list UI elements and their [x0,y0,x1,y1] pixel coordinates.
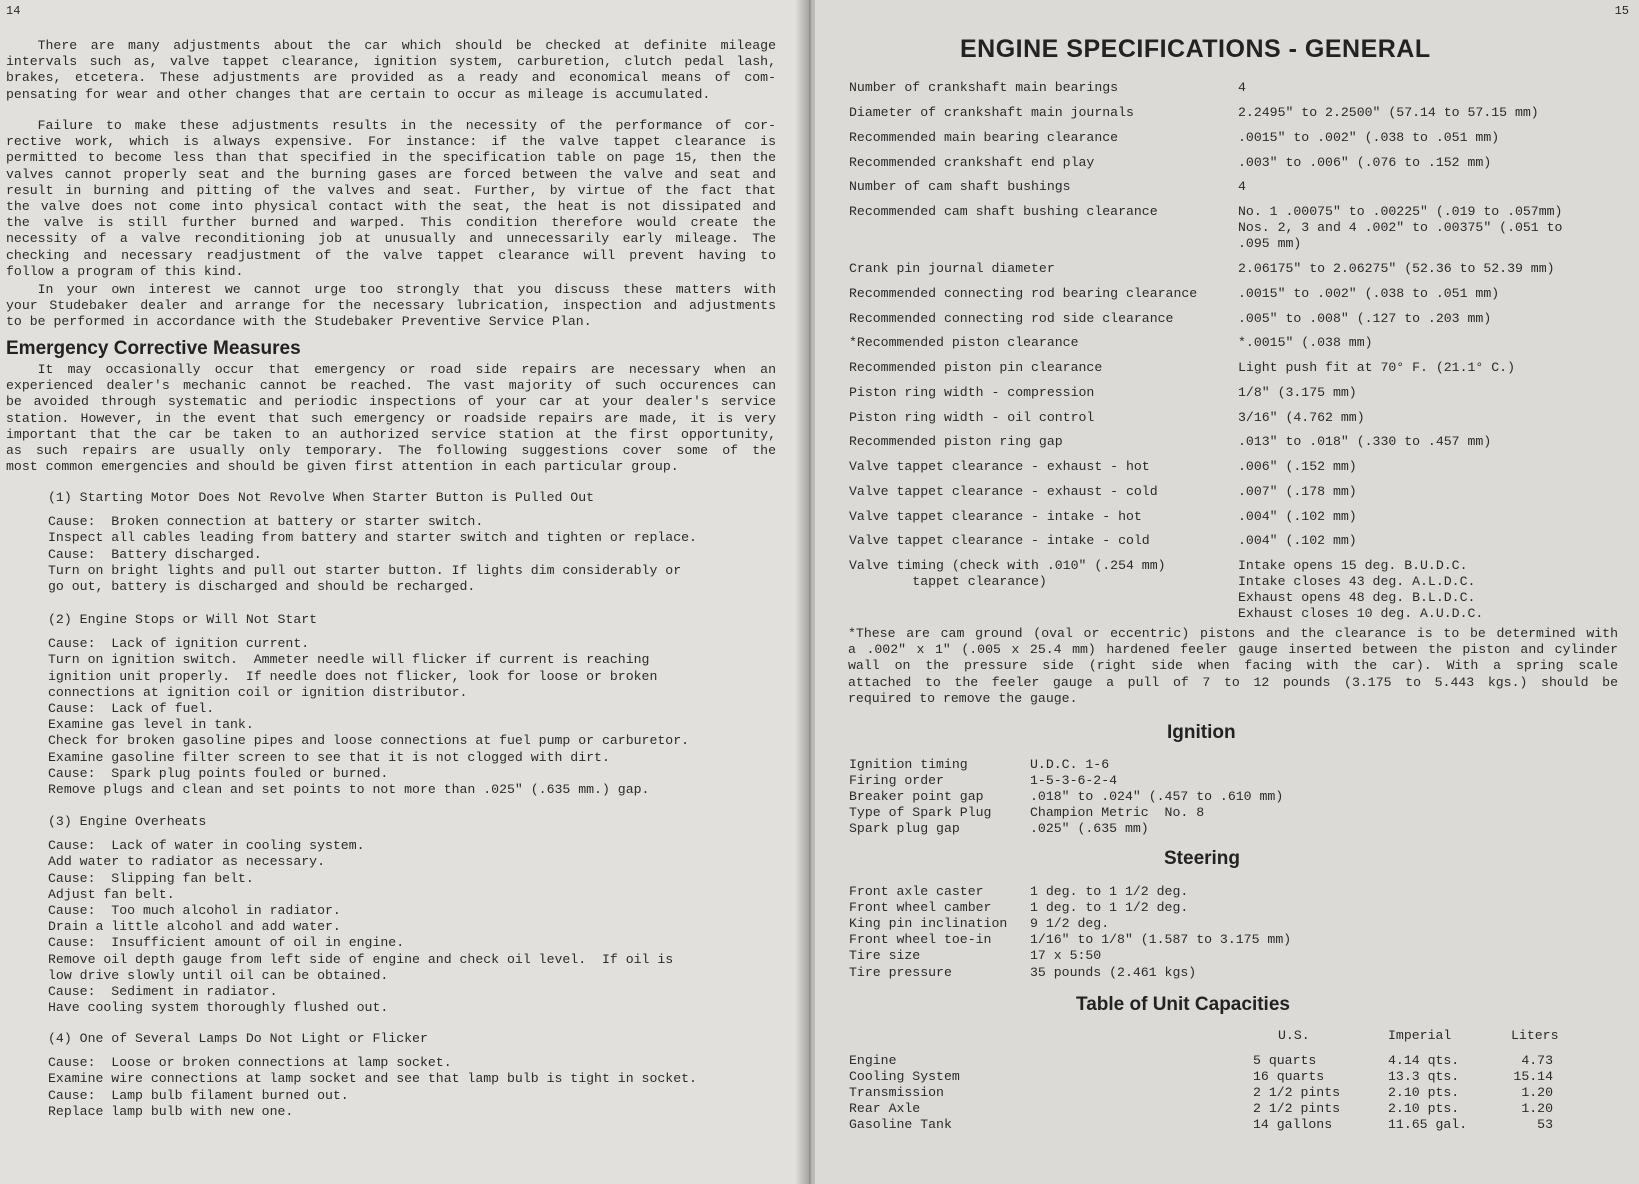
capacity-value: 15.14 [1513,1069,1553,1084]
spec-row [815,434,1615,450]
spec-value-line: .006" (.152 mm) [1238,459,1357,474]
capacity-item: Transmission [849,1085,944,1100]
spec-label: Valve tappet clearance - exhaust - hot [849,459,1150,474]
spec-label: Number of crankshaft main bearings [849,80,1119,95]
text-line: as such repairs are usually only temporary. The following suggestions cover some of the [6,442,776,458]
spec-label: Crank pin journal diameter [849,261,1055,276]
capacity-row [815,1069,1615,1085]
spec-value-line: .004" (.102 mm) [1238,533,1357,548]
text-line: experienced dealer's mechanic cannot be reached. The vast majority of such occurences can [6,378,776,394]
spec-row [815,932,1615,948]
item-title: (2) Engine Stops or Will Not Start [48,612,318,627]
item-line: Cause: Too much alcohol in radiator. [48,902,341,918]
spec-row [815,509,1615,525]
spec-label: Recommended connecting rod bearing clearance [849,286,1198,301]
capacity-value: 1.20 [1521,1085,1553,1100]
capacity-row [815,1117,1615,1133]
item-line: Cause: Sediment in radiator. [48,983,278,999]
footnote [848,626,1618,707]
spec-value [1238,155,1491,171]
spec-value [1238,204,1562,252]
text-line: In your own interest we cannot urge too strongly that you discuss these matters with [37,282,776,297]
text-line: most common emergencies and should be given first attention in each particular group. [6,459,679,475]
spec-value [1238,509,1357,525]
item-line: Turn on bright lights and pull out starter button. If lights dim considerably or [48,562,682,578]
spec-label: Piston ring width - compression [849,385,1095,400]
text-line: to be performed in accordance with the Studebaker Preventive Service Plan. [6,314,592,330]
spec-label: Ignition timing [849,757,968,772]
text-line: checking and necessary readjustment of the valve tappet clearance will prevent having to [6,247,776,263]
column-header: U.S. [1278,1028,1310,1043]
item-line: low drive slowly until oil can be obtained. [48,967,389,983]
spec-value-line: 2.2495" to 2.2500" (57.14 to 57.15 mm) [1238,105,1539,120]
spec-row [815,410,1615,426]
text-line: There are many adjustments about the car which should be checked at definite mileage [37,38,776,53]
spec-row [815,484,1615,500]
item-title: (1) Starting Motor Does Not Revolve When Starter Button is Pulled Out [48,490,595,505]
spec-value [1238,286,1499,302]
spec-value [1238,179,1246,195]
spec-label: Tire size [849,948,921,964]
page-15 [815,0,1639,1184]
spec-row [815,179,1615,195]
emergency-item [48,490,697,595]
spec-row [815,335,1615,351]
spec-row [815,130,1615,146]
item-line: Check for broken gasoline pipes and loose connections at fuel pump or carburetor. [48,733,690,749]
spec-row [815,286,1615,302]
capacity-value: 2 1/2 pints [1253,1101,1341,1116]
spec-row [815,558,1615,621]
page-number: 15 [1614,4,1629,18]
text-line: pensating for wear and other changes that are certain to occur as mileage is accumulated. [6,86,711,102]
page-title: ENGINE SPECIFICATIONS - GENERAL [960,35,1431,63]
spec-row [815,155,1615,171]
spec-label: Recommended piston ring gap [849,434,1063,449]
spec-value: 1 deg. to 1 1/2 deg. [1030,900,1189,916]
capacity-row [815,1085,1615,1101]
text-line: result in burning and pitting of the valves and seat. Further, by virtue of the fact that [6,182,776,198]
spec-label: Spark plug gap [849,821,960,837]
spec-value-line: Exhaust closes 10 deg. A.U.D.C. [1238,606,1484,621]
capacity-value: 13.3 qts. [1388,1069,1460,1084]
steering-heading: Steering [1164,848,1241,869]
capacity-value: 1.20 [1521,1101,1553,1116]
capacity-value: 4.73 [1521,1053,1553,1068]
spec-row [815,385,1615,401]
text-line: a .002" x 1" (.005 x 25.4 mm) hardened feeler gauge inserted between the piston and cylinder [848,642,1618,658]
capacity-value: 53 [1537,1117,1553,1132]
paragraph-intro [6,38,776,103]
text-line: attached to the feeler gauge a pull of 7 to 12 pounds (3.175 to 5.443 kgs.) should be [848,674,1618,690]
spec-label: Piston ring width - oil control [849,410,1095,425]
text-line: wall on the pressure side (right side when facing with the car). With a spring scale [848,658,1618,674]
spec-value [1238,105,1539,121]
ignition-heading: Ignition [1167,722,1236,743]
item-line: Cause: Broken connection at battery or starter switch. [48,514,484,530]
item-line: Cause: Slipping fan belt. [48,870,254,886]
spec-row [815,916,1615,932]
spec-value-line: Nos. 2, 3 and 4 .002" to .00375" (.051 to [1238,220,1563,235]
spec-value [1238,130,1499,146]
spec-row [815,965,1615,981]
spec-value-line: 3/16" (4.762 mm) [1238,410,1365,425]
spec-value-line: .013" to .018" (.330 to .457 mm) [1238,434,1492,449]
item-line: Remove oil depth gauge from left side of engine and check oil level. If oil is [48,951,674,967]
item-line: Examine wire connections at lamp socket and see that lamp bulb is tight in socket. [48,1071,697,1087]
spec-value [1238,385,1357,401]
spec-value-line: .004" (.102 mm) [1238,509,1357,524]
spec-value: .018" to .024" (.457 to .610 mm) [1030,789,1284,805]
spec-row [815,261,1615,277]
spec-value-line: Intake opens 15 deg. B.U.D.C. [1238,558,1468,573]
spec-row [815,204,1615,251]
capacity-item: Cooling System [849,1069,960,1084]
paragraph-interest [6,282,776,331]
spec-value-line: .095 mm) [1238,236,1302,251]
spec-label: Front wheel toe-in [849,932,992,948]
spec-label: Type of Spark Plug [849,805,992,821]
item-line: Remove plugs and clean and set points to not more than .025" (.635 mm.) gap. [48,781,650,797]
spec-label: Recommended cam shaft bushing clearance [849,204,1158,219]
spec-value: 9 1/2 deg. [1030,916,1110,932]
spec-value-line: .005" to .008" (.127 to .203 mm) [1238,311,1492,326]
item-line: connections at ignition coil or ignition distributor. [48,684,468,700]
spec-value: Champion Metric No. 8 [1030,805,1205,821]
spec-label: Breaker point gap [849,789,984,805]
item-line: Adjust fan belt. [48,886,175,902]
spec-value [1238,558,1483,622]
capacity-value: 2 1/2 pints [1253,1085,1341,1100]
item-line: Cause: Lack of water in cooling system. [48,838,365,854]
spec-row [815,459,1615,475]
text-line: follow a program of this kind. [6,263,244,279]
spec-row [815,533,1615,549]
spec-value [1238,484,1357,500]
page-number: 14 [6,4,21,18]
spec-value [1238,434,1491,450]
emergency-item [48,1031,697,1120]
spec-label: Recommended main bearing clearance [849,130,1119,145]
column-header: Liters [1511,1028,1559,1043]
capacity-value: 2.10 pts. [1388,1101,1460,1116]
spec-value: U.D.C. 1-6 [1030,757,1110,772]
spec-value-line: 4 [1238,80,1246,95]
text-line: necessity of a valve reconditioning job at unusually and unnecessarily early mileage. The [6,231,776,247]
item-title: (3) Engine Overheats [48,814,207,829]
item-line: Cause: Lack of ignition current. [48,636,310,652]
spec-row [815,773,1615,789]
item-line: Drain a little alcohol and add water. [48,919,341,935]
emergency-item [48,814,673,1016]
text-line: intervals such as, valve tappet clearance, ignition system, carburetion, clutch pedal lash, [6,54,776,70]
text-line: station. However, in the event that such emergency or roadside repairs are made, it is very [6,410,776,426]
capacity-item: Rear Axle [849,1101,921,1116]
capacity-value: 16 quarts [1253,1069,1325,1084]
spec-row [815,948,1615,964]
item-line: Cause: Lack of fuel. [48,700,215,716]
spec-row [815,805,1615,821]
spec-value: 17 x 5:50 [1030,948,1102,964]
spec-value-line: Exhaust opens 48 deg. B.L.D.C. [1238,590,1476,605]
spec-label: Front axle caster [849,884,984,899]
capacity-item: Gasoline Tank [849,1117,952,1132]
spec-row [815,105,1615,121]
spec-value: 1 deg. to 1 1/2 deg. [1030,884,1189,899]
spec-value: 35 pounds (2.461 kgs) [1030,964,1197,980]
spec-label: Front wheel camber [849,900,992,916]
item-title: (4) One of Several Lamps Do Not Light or Flicker [48,1031,428,1046]
capacity-row [815,1101,1615,1117]
text-line: required to remove the gauge. [848,690,1078,706]
spec-label: Recommended piston pin clearance [849,360,1103,375]
item-line: Cause: Insufficient amount of oil in engine. [48,935,405,951]
text-line: rective work, which is always expensive. For instance: if the valve tappet clearance is [6,134,776,150]
spec-label: Valve tappet clearance - exhaust - cold [849,484,1158,499]
spec-value [1238,335,1373,351]
item-line: Examine gasoline filter screen to see that it is not clogged with dirt. [48,749,610,765]
paragraph-failure [6,118,776,280]
spec-row [815,821,1615,837]
item-line: Cause: Loose or broken connections at lamp socket. [48,1055,452,1071]
page-14 [0,0,805,1184]
spec-value: .025" (.635 mm) [1030,821,1149,837]
item-line: Add water to radiator as necessary. [48,854,325,870]
item-line: Cause: Lamp bulb filament burned out. [48,1087,349,1103]
spec-value-line: Light push fit at 70° F. (21.1° C.) [1238,360,1515,375]
capacity-value: 5 quarts [1253,1053,1317,1068]
capacity-value: 4.14 qts. [1388,1053,1460,1068]
spec-label: Recommended connecting rod side clearance [849,311,1174,326]
spec-row [815,757,1615,773]
spec-value: 1-5-3-6-2-4 [1030,773,1118,789]
capacity-value: 14 gallons [1253,1117,1333,1132]
text-line: the valve does not come into physical contact with the seat, the heat is not dissipated and [6,198,776,214]
text-line: the valve is still further burned and warped. This condition therefore would create the [6,215,776,231]
spec-value-line: .003" to .006" (.076 to .152 mm) [1238,155,1492,170]
spec-label: Valve tappet clearance - intake - cold [849,533,1150,548]
item-line: Have cooling system thoroughly flushed out. [48,1000,389,1016]
spec-label: King pin inclination [849,916,1008,932]
item-line: ignition unit properly. If needle does not flicker, look for loose or broken [48,668,658,684]
spec-row [815,360,1615,376]
text-line: It may occasionally occur that emergency or road side repairs are necessary when an [37,362,776,377]
spec-row [815,311,1615,327]
spec-value-line: .007" (.178 mm) [1238,484,1357,499]
capacity-item: Engine [849,1053,897,1068]
text-line: permitted to become less than that specified in the specification table on page 15, then the [6,150,776,166]
spec-label: Valve tappet clearance - intake - hot [849,509,1142,524]
spec-value: 1/16" to 1/8" (1.587 to 3.175 mm) [1030,932,1292,948]
section-heading: Emergency Corrective Measures [6,338,301,359]
item-line: Replace lamp bulb with new one. [48,1103,294,1119]
spec-row [815,80,1615,96]
spec-row [815,884,1615,900]
capacity-value: 2.10 pts. [1388,1085,1460,1100]
item-line: Turn on ignition switch. Ammeter needle will flicker if current is reaching [48,652,650,668]
text-line: valves cannot properly seat and the burning gases are forced between the valve and seat and [6,166,776,182]
spec-value [1238,311,1491,327]
spec-row [815,789,1615,805]
spec-value-line: 4 [1238,179,1246,194]
item-line: Cause: Battery discharged. [48,546,262,562]
text-line: *These are cam ground (oval or eccentric) pistons and the clearance is to be determined with [848,626,1618,641]
spec-value [1238,80,1246,96]
spec-value [1238,410,1365,426]
paragraph-emergency [6,362,776,475]
spec-value [1238,533,1357,549]
spec-value-line: .0015" to .002" (.038 to .051 mm) [1238,286,1500,301]
spec-label: Valve timing (check with .010" (.254 mm) tappet clearance) [849,558,1166,589]
item-line: Inspect all cables leading from battery and starter switch and tighten or replace. [48,530,697,546]
spec-value-line: *.0015" (.038 mm) [1238,335,1373,350]
item-line: Examine gas level in tank. [48,717,254,733]
spec-value-line: No. 1 .00075" to .00225" (.019 to .057mm) [1238,204,1563,219]
spec-label: *Recommended piston clearance [849,335,1079,350]
spec-value-line: Intake closes 43 deg. A.L.D.C. [1238,574,1476,589]
text-line: be avoided through systematic and periodic inspections of your car at your dealer's service [6,394,776,410]
spec-label: Firing order [849,773,944,789]
item-line: go out, battery is discharged and should be recharged. [48,578,476,594]
spec-value-line: 1/8" (3.175 mm) [1238,385,1357,400]
spec-label: Number of cam shaft bushings [849,179,1071,194]
spec-label: Recommended crankshaft end play [849,155,1095,170]
spec-value [1238,459,1357,475]
spec-value [1238,261,1555,277]
spec-label: Tire pressure [849,964,952,980]
spec-label: Diameter of crankshaft main journals [849,105,1134,120]
capacity-value: 11.65 gal. [1388,1117,1468,1132]
spec-value-line: 2.06175" to 2.06275" (52.36 to 52.39 mm) [1238,261,1555,276]
text-line: your Studebaker dealer and arrange for the necessary lubrication, inspection and adjustments [6,298,776,314]
item-line: Cause: Spark plug points fouled or burned. [48,765,389,781]
spec-row [815,900,1615,916]
column-header: Imperial [1388,1028,1452,1043]
spec-value [1238,360,1515,376]
emergency-item [48,612,689,798]
text-line: important that the car be taken to an authorized service station at the first opportunity, [6,426,776,442]
capacity-row [815,1053,1615,1069]
text-line: Failure to make these adjustments results in the necessity of the performance of cor- [37,118,776,133]
capacities-heading: Table of Unit Capacities [1076,994,1290,1015]
spec-value-line: .0015" to .002" (.038 to .051 mm) [1238,130,1500,145]
text-line: brakes, etcetera. These adjustments are provided as a ready and economical means of com- [6,70,776,86]
